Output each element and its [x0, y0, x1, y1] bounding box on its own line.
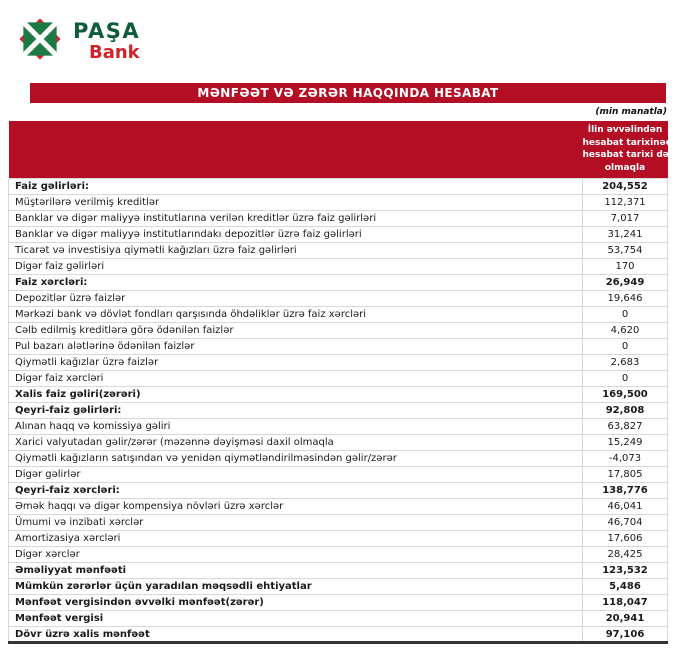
row-value: 92,808 — [583, 403, 668, 419]
table-row — [9, 595, 668, 611]
report-title-bar — [30, 83, 666, 103]
table-row — [9, 499, 668, 515]
row-label: Xalis faiz gəliri(zərəri) — [9, 387, 583, 403]
report-table — [8, 121, 696, 644]
row-value: 0 — [583, 307, 668, 323]
table-row — [9, 515, 668, 531]
row-value: 46,041 — [583, 499, 668, 515]
row-label: Dövr üzrə xalis mənfəət — [9, 627, 583, 643]
row-value: 0 — [583, 339, 668, 355]
row-label: Mənfəət vergisi — [9, 611, 583, 627]
table-row — [9, 339, 668, 355]
table-row — [9, 627, 668, 643]
header-line: hesabat tarixi də daxil — [582, 150, 696, 160]
row-value: 20,941 — [583, 611, 668, 627]
row-value: 7,017 — [583, 211, 668, 227]
table-row — [9, 179, 668, 195]
row-value: 17,805 — [583, 467, 668, 483]
row-value: 19,646 — [583, 291, 668, 307]
table-row — [9, 227, 668, 243]
row-label: Faiz xərcləri: — [9, 275, 583, 291]
table-row — [9, 483, 668, 499]
row-value: 118,047 — [583, 595, 668, 611]
row-value: 28,425 — [583, 547, 668, 563]
logo-text-pasha: PAŞA — [73, 18, 141, 43]
pasha-star-icon — [14, 13, 66, 65]
row-label: Müştərilərə verilmiş kreditlər — [9, 195, 583, 211]
table-row — [9, 579, 668, 595]
header-line: hesabat tarixinədək, — [582, 137, 688, 148]
unit-note: (min manatla) — [595, 107, 667, 117]
table-row — [9, 371, 668, 387]
row-value: 0 — [583, 371, 668, 387]
row-label: Qeyri-faiz gəlirləri: — [9, 403, 583, 419]
header-value-cell — [582, 121, 696, 179]
row-label: Ticarət və investisiya qiymətli kağızları üzrə faiz gəlirləri — [9, 243, 583, 259]
table-row — [9, 323, 668, 339]
row-label: Depozitlər üzrə faizlər — [9, 291, 583, 307]
row-value: 170 — [583, 259, 668, 275]
report-title: MƏNFƏƏT VƏ ZƏRƏR HAQQINDA HESABAT — [197, 86, 499, 100]
row-label: Qiymətli kağızlar üzrə faizlər — [9, 355, 583, 371]
logo-wordmark — [73, 17, 140, 62]
row-label: Digər gəlirlər — [9, 467, 583, 483]
logo-text-bank: Bank — [89, 41, 140, 63]
row-value: 123,532 — [583, 563, 668, 579]
row-label: Alınan haqq və komissiya gəliri — [9, 419, 583, 435]
row-value: -4,073 — [583, 451, 668, 467]
header-line: olmaqla — [604, 162, 646, 173]
row-value: 46,704 — [583, 515, 668, 531]
row-value: 15,249 — [583, 435, 668, 451]
row-label: Mənfəət vergisindən əvvəlki mənfəət(zərər) — [9, 595, 583, 611]
row-label: Mərkəzi bank və dövlət fondları qarşısında öhdəliklər üzrə faiz xərcləri — [9, 307, 583, 323]
table-row — [9, 451, 668, 467]
table-row — [9, 387, 668, 403]
report-table-body — [9, 179, 668, 643]
row-label: Xarici valyutadan gəlir/zərər (məzənnə dəyişməsi daxil olmaqla — [9, 435, 583, 451]
table-row — [9, 435, 668, 451]
row-value: 169,500 — [583, 387, 668, 403]
table-row — [9, 259, 668, 275]
row-label: Banklar və digər maliyyə institutlarına verilən kreditlər üzrə faiz gəlirləri — [9, 211, 583, 227]
row-value: 53,754 — [583, 243, 668, 259]
row-value: 5,486 — [583, 579, 668, 595]
row-value: 112,371 — [583, 195, 668, 211]
row-value: 63,827 — [583, 419, 668, 435]
table-row — [9, 195, 668, 211]
table-row — [9, 547, 668, 563]
row-label: Qeyri-faiz xərcləri: — [9, 483, 583, 499]
row-value: 17,606 — [583, 531, 668, 547]
table-row — [9, 563, 668, 579]
row-label: Pul bazarı alətlərinə ödənilən faizlər — [9, 339, 583, 355]
table-row — [9, 611, 668, 627]
row-value: 138,776 — [583, 483, 668, 499]
table-row — [9, 243, 668, 259]
row-label: Amortizasiya xərcləri — [9, 531, 583, 547]
table-row — [9, 355, 668, 371]
table-row — [9, 419, 668, 435]
table-row — [9, 403, 668, 419]
row-label: Digər faiz gəlirləri — [9, 259, 583, 275]
row-label: Əmək haqqı və digər kompensiya növləri üzrə xərclər — [9, 499, 583, 515]
row-label: Cəlb edilmiş kreditlərə görə ödənilən faizlər — [9, 323, 583, 339]
row-value: 26,949 — [583, 275, 668, 291]
row-value: 31,241 — [583, 227, 668, 243]
table-row — [9, 467, 668, 483]
table-row — [9, 275, 668, 291]
table-row — [9, 307, 668, 323]
pasha-bank-logo — [14, 13, 140, 65]
table-row — [9, 291, 668, 307]
table-header-row — [9, 121, 668, 179]
header-label-cell — [9, 121, 583, 179]
table-row — [9, 211, 668, 227]
header-line: İlin əvvəlindən — [587, 125, 663, 135]
row-value: 4,620 — [583, 323, 668, 339]
row-value: 97,106 — [583, 627, 668, 643]
row-label: Digər xərclər — [9, 547, 583, 563]
row-label: Digər faiz xərcləri — [9, 371, 583, 387]
row-label: Ümumi və inzibati xərclər — [9, 515, 583, 531]
row-label: Əməliyyat mənfəəti — [9, 563, 583, 579]
row-label: Banklar və digər maliyyə institutlarındakı depozitlər üzrə faiz gəlirləri — [9, 227, 583, 243]
row-label: Faiz gəlirləri: — [9, 179, 583, 195]
table-row — [9, 531, 668, 547]
row-value: 2,683 — [583, 355, 668, 371]
row-label: Qiymətli kağızların satışından və yenidən qiymətləndirilməsindən gəlir/zərər — [9, 451, 583, 467]
row-value: 204,552 — [583, 179, 668, 195]
row-label: Mümkün zərərlər üçün yaradılan məqsədli ehtiyatlar — [9, 579, 583, 595]
